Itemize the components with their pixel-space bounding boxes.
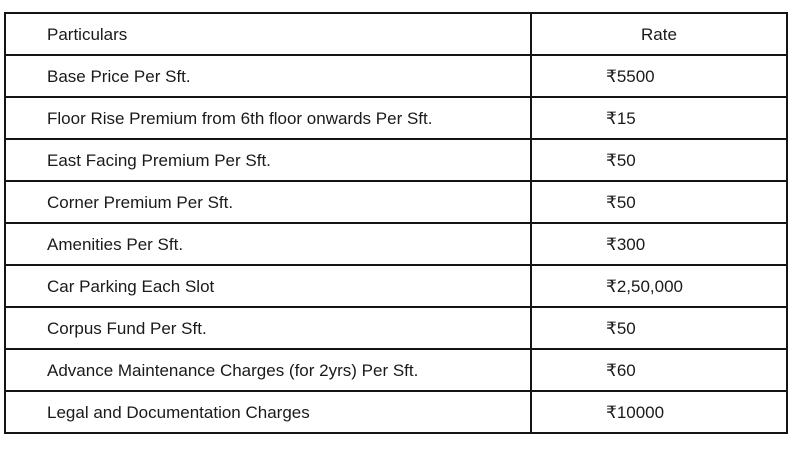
rate-cell: ₹50: [531, 181, 787, 223]
particular-cell: Advance Maintenance Charges (for 2yrs) Per Sft.: [5, 349, 531, 391]
table-row: [5, 391, 787, 433]
particular-cell: Corner Premium Per Sft.: [5, 181, 531, 223]
particulars-column-header: Particulars: [5, 13, 531, 55]
particular-cell: Legal and Documentation Charges: [5, 391, 531, 433]
rate-cell: ₹50: [531, 307, 787, 349]
table-row: [5, 223, 787, 265]
table-row: [5, 265, 787, 307]
table-row: [5, 139, 787, 181]
price-table-container: [4, 12, 786, 434]
rate-cell: ₹15: [531, 97, 787, 139]
particular-cell: East Facing Premium Per Sft.: [5, 139, 531, 181]
table-row: [5, 307, 787, 349]
particular-cell: Corpus Fund Per Sft.: [5, 307, 531, 349]
table-header-row: [5, 13, 787, 55]
rate-column-header: Rate: [531, 13, 787, 55]
particular-cell: Car Parking Each Slot: [5, 265, 531, 307]
rate-cell: ₹50: [531, 139, 787, 181]
table-row: [5, 55, 787, 97]
rate-cell: ₹5500: [531, 55, 787, 97]
table-row: [5, 349, 787, 391]
table-row: [5, 97, 787, 139]
particular-cell: Floor Rise Premium from 6th floor onwards Per Sft.: [5, 97, 531, 139]
rate-cell: ₹300: [531, 223, 787, 265]
table-row: [5, 181, 787, 223]
rate-cell: ₹10000: [531, 391, 787, 433]
rate-cell: ₹2,50,000: [531, 265, 787, 307]
rate-cell: ₹60: [531, 349, 787, 391]
price-table: [4, 12, 788, 434]
particular-cell: Amenities Per Sft.: [5, 223, 531, 265]
particular-cell: Base Price Per Sft.: [5, 55, 531, 97]
